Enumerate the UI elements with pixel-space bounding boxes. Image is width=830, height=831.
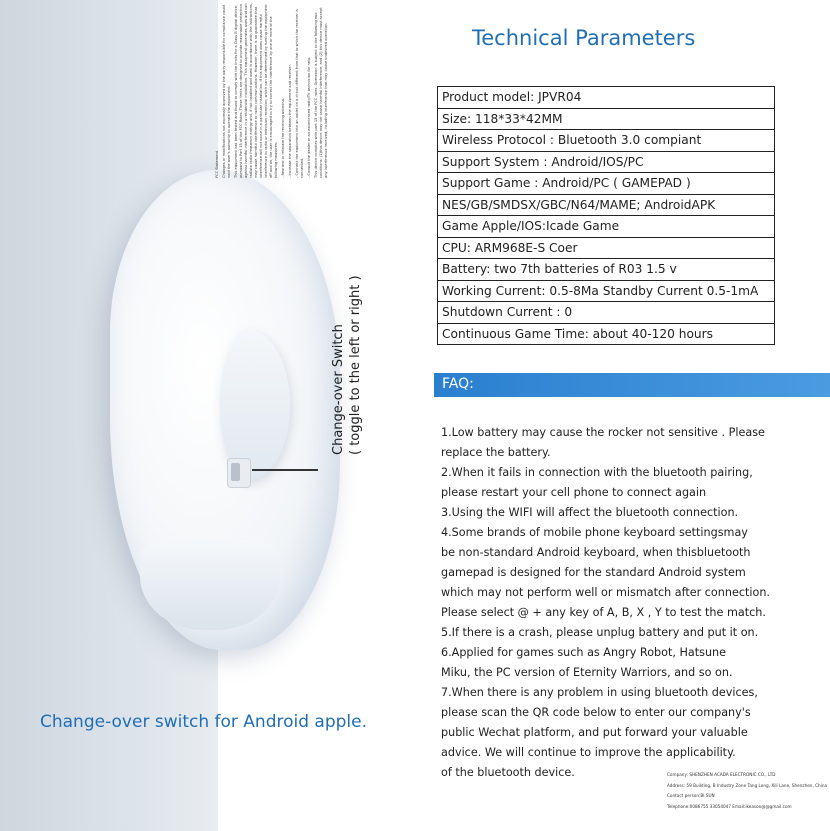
faq-label: FAQ: (442, 376, 474, 392)
switch-callout-label (330, 275, 364, 455)
param-cell: Size: 118*33*42MM (438, 108, 775, 130)
faq-line: Miku, the PC version of Eternity Warriors, and so on. (441, 666, 733, 679)
faq-line: advice. We will continue to improve the applicability. (441, 746, 736, 759)
table-row (438, 237, 775, 259)
fcc-paragraph-3: This device complies with part 15 of the FCC rules. Operation is subject to the following two conditions: (1)this device may not cause harmful interference, and (2) this device must accept any interference received, including interference that may cause undesired operation. (314, 7, 328, 178)
faq-line: 4.Some brands of mobile phone keyboard settingsmay (441, 526, 748, 539)
company-name: Company: SHENZHEN ACADA ELECTRONIC CO., LTD (667, 772, 776, 777)
faq-list (441, 423, 826, 783)
company-info (667, 770, 827, 812)
table-row (438, 130, 775, 152)
faq-line: which may not perform well or mismatch after connection. (441, 586, 770, 599)
table-row (438, 173, 775, 195)
fcc-measure-1: - Reorient or relocate the receiving antenna. (281, 98, 285, 178)
faq-line: 5.If there is a crash, please unplug battery and put it on. (441, 626, 759, 639)
faq-line: replace the battery. (441, 446, 551, 459)
faq-header-bar (434, 373, 830, 397)
left-caption: Change-over switch for Android apple. (40, 712, 368, 732)
param-cell: Continuous Game Time: about 40-120 hours (438, 323, 775, 345)
company-address: Address: 59 Building, B Industry Zone Tang Long, Xili Lane, Shenzhen, China (667, 782, 828, 788)
fcc-paragraph-1: Changes or modifications not expressly approved by the party responsible for compliance could void the user's authority to operate the equipment. (222, 5, 231, 178)
table-row (438, 323, 775, 345)
faq-line: Please select @ + any key of A, B, X , Y to test the match. (441, 606, 766, 619)
faq-line: be non-standard Android keyboard, when thisbluetooth (441, 546, 751, 559)
table-row (438, 216, 775, 238)
company-telephone: Telephone:0086755 33054047 Email:ikeason@@gmail.com (667, 803, 792, 809)
faq-line: gamepad is designed for the standard Android system (441, 566, 746, 579)
fcc-paragraph-2: This equipment has been tested and found to comply with the limits for a Class B digital device, pursuant to Part 15 of the FCC Rules. These limits are designed to provide reasonable protection against harmful interference in a residential installation. This equipment generates uses and can radiate radio frequency energy and, if not installed and used in accordance with the instructions, may cause harmful interference to radio communications. However, there is no guarantee that interference will not occur in a particular installation. If this equipment does cause harmful interference to radio or television reception, which can be determined by turning the equipment off and on, the user is encouraged to try to correct the interference by one or more of the following measures: (234, 3, 278, 178)
table-row (438, 302, 775, 324)
param-cell: Shutdown Current : 0 (438, 302, 775, 324)
param-cell: NES/GB/SMDSX/GBC/N64/MAME; AndroidAPK (438, 194, 775, 216)
faq-line: 6.Applied for games such as Angry Robot, Hatsune (441, 646, 727, 659)
faq-line: 7.When there is any problem in using bluetooth devices, (441, 686, 758, 699)
change-over-switch-slot (227, 458, 251, 488)
faq-line: please scan the QR code below to enter our company's (441, 706, 751, 719)
table-row (438, 280, 775, 302)
param-cell: Support Game : Android/PC ( GAMEPAD ) (438, 173, 775, 195)
fcc-statement (215, 0, 331, 178)
technical-parameters-title: Technical Parameters (472, 26, 696, 50)
param-cell: Battery: two 7th batteries of R03 1.5 v (438, 259, 775, 281)
switch-callout-line1: Change-over Switch (331, 324, 346, 455)
table-row (438, 259, 775, 281)
company-contact: Contact person:BI SUN (667, 793, 715, 798)
fcc-measure-3: - Connect the equipment into an outlet on a circuit different from that to which the receiver is connected. (295, 9, 304, 178)
switch-callout-line2: ( toggle to the left or right ) (348, 275, 363, 455)
faq-line: please restart your cell phone to connect again (441, 486, 707, 499)
param-cell: Wireless Protocol : Bluetooth 3.0 compiant (438, 130, 775, 152)
param-cell: Product model: JPVR04 (438, 87, 775, 109)
faq-line: 2.When it fails in connection with the bluetooth pairing, (441, 466, 753, 479)
callout-line-horizontal (252, 469, 318, 471)
fcc-measure-2: - Increase the separation between the equipment and receiver. (288, 64, 292, 178)
faq-line: 3.Using the WIFI will affect the bluetooth connection. (441, 506, 739, 519)
table-row (438, 87, 775, 109)
faq-line: of the bluetooth device. (441, 766, 575, 779)
param-cell: Working Current: 0.5-8Ma Standby Current 0.5-1mA (438, 280, 775, 302)
table-row (438, 108, 775, 130)
fcc-title: FCC Statement (215, 150, 219, 178)
param-cell: Support System : Android/IOS/PC (438, 151, 775, 173)
faq-line: 1.Low battery may cause the rocker not sensitive . Please (441, 426, 765, 439)
change-over-switch-knob (231, 463, 240, 481)
faq-line: public Wechat platform, and put forward your valuable (441, 726, 748, 739)
param-cell: CPU: ARM968E-S Coer (438, 237, 775, 259)
table-row (438, 151, 775, 173)
technical-parameters-table (437, 86, 775, 345)
param-cell: Game Apple/IOS:Icade Game (438, 216, 775, 238)
fcc-measure-4: - Consult the dealer or an experienced radio/TV technician for help. (307, 56, 311, 178)
table-row (438, 194, 775, 216)
